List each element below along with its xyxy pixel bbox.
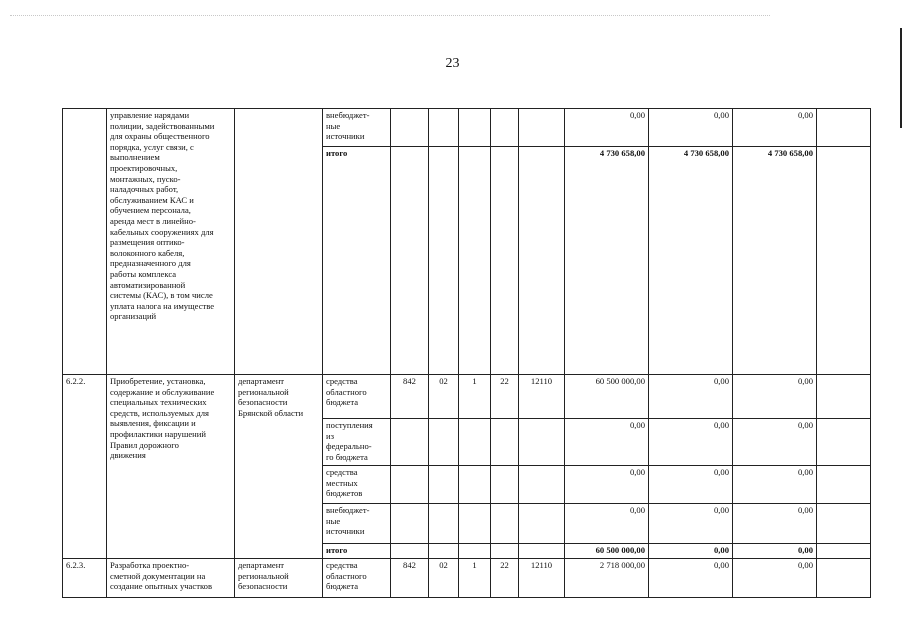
- code-cell: [391, 504, 429, 544]
- code-cell: [519, 504, 565, 544]
- measure-description: Разработка проектно- сметной документации на создание опытных участков: [107, 559, 235, 598]
- code-cell: [519, 147, 565, 375]
- code-subprogram: 22: [491, 375, 519, 419]
- code-cell: [429, 147, 459, 375]
- code-cell: [429, 419, 459, 466]
- measure-description: управление нарядами полиции, задействованными для охраны общественного порядка, услуг связи, с выполнением проектировочных, монтажных, пуско- наладочных работ, обслуживанием КАС и обучением персонала, аренда мест в линейно- кабельных сооружениях для размещения оптико- волоконного кабеля, предназначенного для работы комплекса автоматизированной системы (КАС), в том числе уплата налога на имуществе организаций: [107, 109, 235, 375]
- code-cell: [519, 419, 565, 466]
- amount-year-2: 0,00: [649, 419, 733, 466]
- code-cell: [491, 419, 519, 466]
- funding-source: средства областного бюджета: [323, 375, 391, 419]
- note-cell: [817, 109, 871, 147]
- scan-noise: [10, 15, 770, 18]
- code-cell: [519, 544, 565, 559]
- row-number: 6.2.2.: [63, 375, 107, 559]
- amount-year-3: 0,00: [733, 419, 817, 466]
- code-direction: 12110: [519, 375, 565, 419]
- code-cell: [519, 109, 565, 147]
- amount-year-3: 0,00: [733, 109, 817, 147]
- code-cell: [491, 466, 519, 504]
- code-section: 02: [429, 375, 459, 419]
- total-year-3: 0,00: [733, 544, 817, 559]
- executor-cell: [235, 109, 323, 375]
- amount-year-3: 0,00: [733, 466, 817, 504]
- row-number-cell: [63, 109, 107, 375]
- code-cell: [429, 466, 459, 504]
- page-number: 23: [445, 56, 460, 71]
- funding-source: средства местных бюджетов: [323, 466, 391, 504]
- row-number: 6.2.3.: [63, 559, 107, 598]
- executor: департамент региональной безопасности: [235, 559, 323, 598]
- code-cell: [491, 147, 519, 375]
- note-cell: [817, 504, 871, 544]
- table-row: [63, 375, 871, 419]
- amount-year-2: 0,00: [649, 504, 733, 544]
- amount-year-3: 0,00: [733, 504, 817, 544]
- code-cell: [459, 147, 491, 375]
- funding-source: поступления из федерально- го бюджета: [323, 419, 391, 466]
- code-cell: [459, 504, 491, 544]
- note-cell: [817, 375, 871, 419]
- amount-year-1: 0,00: [565, 419, 649, 466]
- amount-year-2: 0,00: [649, 559, 733, 598]
- code-cell: [391, 544, 429, 559]
- total-year-3: 4 730 658,00: [733, 147, 817, 375]
- total-year-1: 4 730 658,00: [565, 147, 649, 375]
- code-grbs: 842: [391, 375, 429, 419]
- code-cell: [391, 109, 429, 147]
- amount-year-1: 2 718 000,00: [565, 559, 649, 598]
- executor: департамент региональной безопасности Брянской области: [235, 375, 323, 559]
- note-cell: [817, 147, 871, 375]
- amount-year-1: 60 500 000,00: [565, 375, 649, 419]
- note-cell: [817, 559, 871, 598]
- code-cell: [429, 544, 459, 559]
- code-cell: [459, 109, 491, 147]
- funding-source: внебюджет- ные источники: [323, 109, 391, 147]
- code-direction: 12110: [519, 559, 565, 598]
- measure-description: Приобретение, установка, содержание и обслуживание специальных технических средств, используемых для выявления, фиксации и профилактики нарушений Правил дорожного движения: [107, 375, 235, 559]
- code-cell: [491, 109, 519, 147]
- code-cell: [491, 504, 519, 544]
- funding-source-total: итого: [323, 544, 391, 559]
- code-program: 1: [459, 559, 491, 598]
- total-year-1: 60 500 000,00: [565, 544, 649, 559]
- note-cell: [817, 419, 871, 466]
- code-cell: [391, 419, 429, 466]
- margin-line: [900, 28, 902, 128]
- funding-source: средства областного бюджета: [323, 559, 391, 598]
- code-section: 02: [429, 559, 459, 598]
- funding-source-total: итого: [323, 147, 391, 375]
- note-cell: [817, 466, 871, 504]
- code-cell: [491, 544, 519, 559]
- code-cell: [459, 419, 491, 466]
- note-cell: [817, 544, 871, 559]
- amount-year-3: 0,00: [733, 559, 817, 598]
- code-cell: [459, 544, 491, 559]
- code-cell: [391, 466, 429, 504]
- code-program: 1: [459, 375, 491, 419]
- amount-year-2: 0,00: [649, 375, 733, 419]
- amount-year-2: 0,00: [649, 109, 733, 147]
- amount-year-1: 0,00: [565, 109, 649, 147]
- code-subprogram: 22: [491, 559, 519, 598]
- code-cell: [429, 504, 459, 544]
- budget-table: [62, 108, 871, 598]
- amount-year-3: 0,00: [733, 375, 817, 419]
- amount-year-2: 0,00: [649, 466, 733, 504]
- table-row: [63, 559, 871, 598]
- code-cell: [459, 466, 491, 504]
- amount-year-1: 0,00: [565, 504, 649, 544]
- code-grbs: 842: [391, 559, 429, 598]
- funding-source: внебюджет- ные источники: [323, 504, 391, 544]
- total-year-2: 4 730 658,00: [649, 147, 733, 375]
- code-cell: [429, 109, 459, 147]
- code-cell: [519, 466, 565, 504]
- amount-year-1: 0,00: [565, 466, 649, 504]
- total-year-2: 0,00: [649, 544, 733, 559]
- code-cell: [391, 147, 429, 375]
- table-row: [63, 109, 871, 147]
